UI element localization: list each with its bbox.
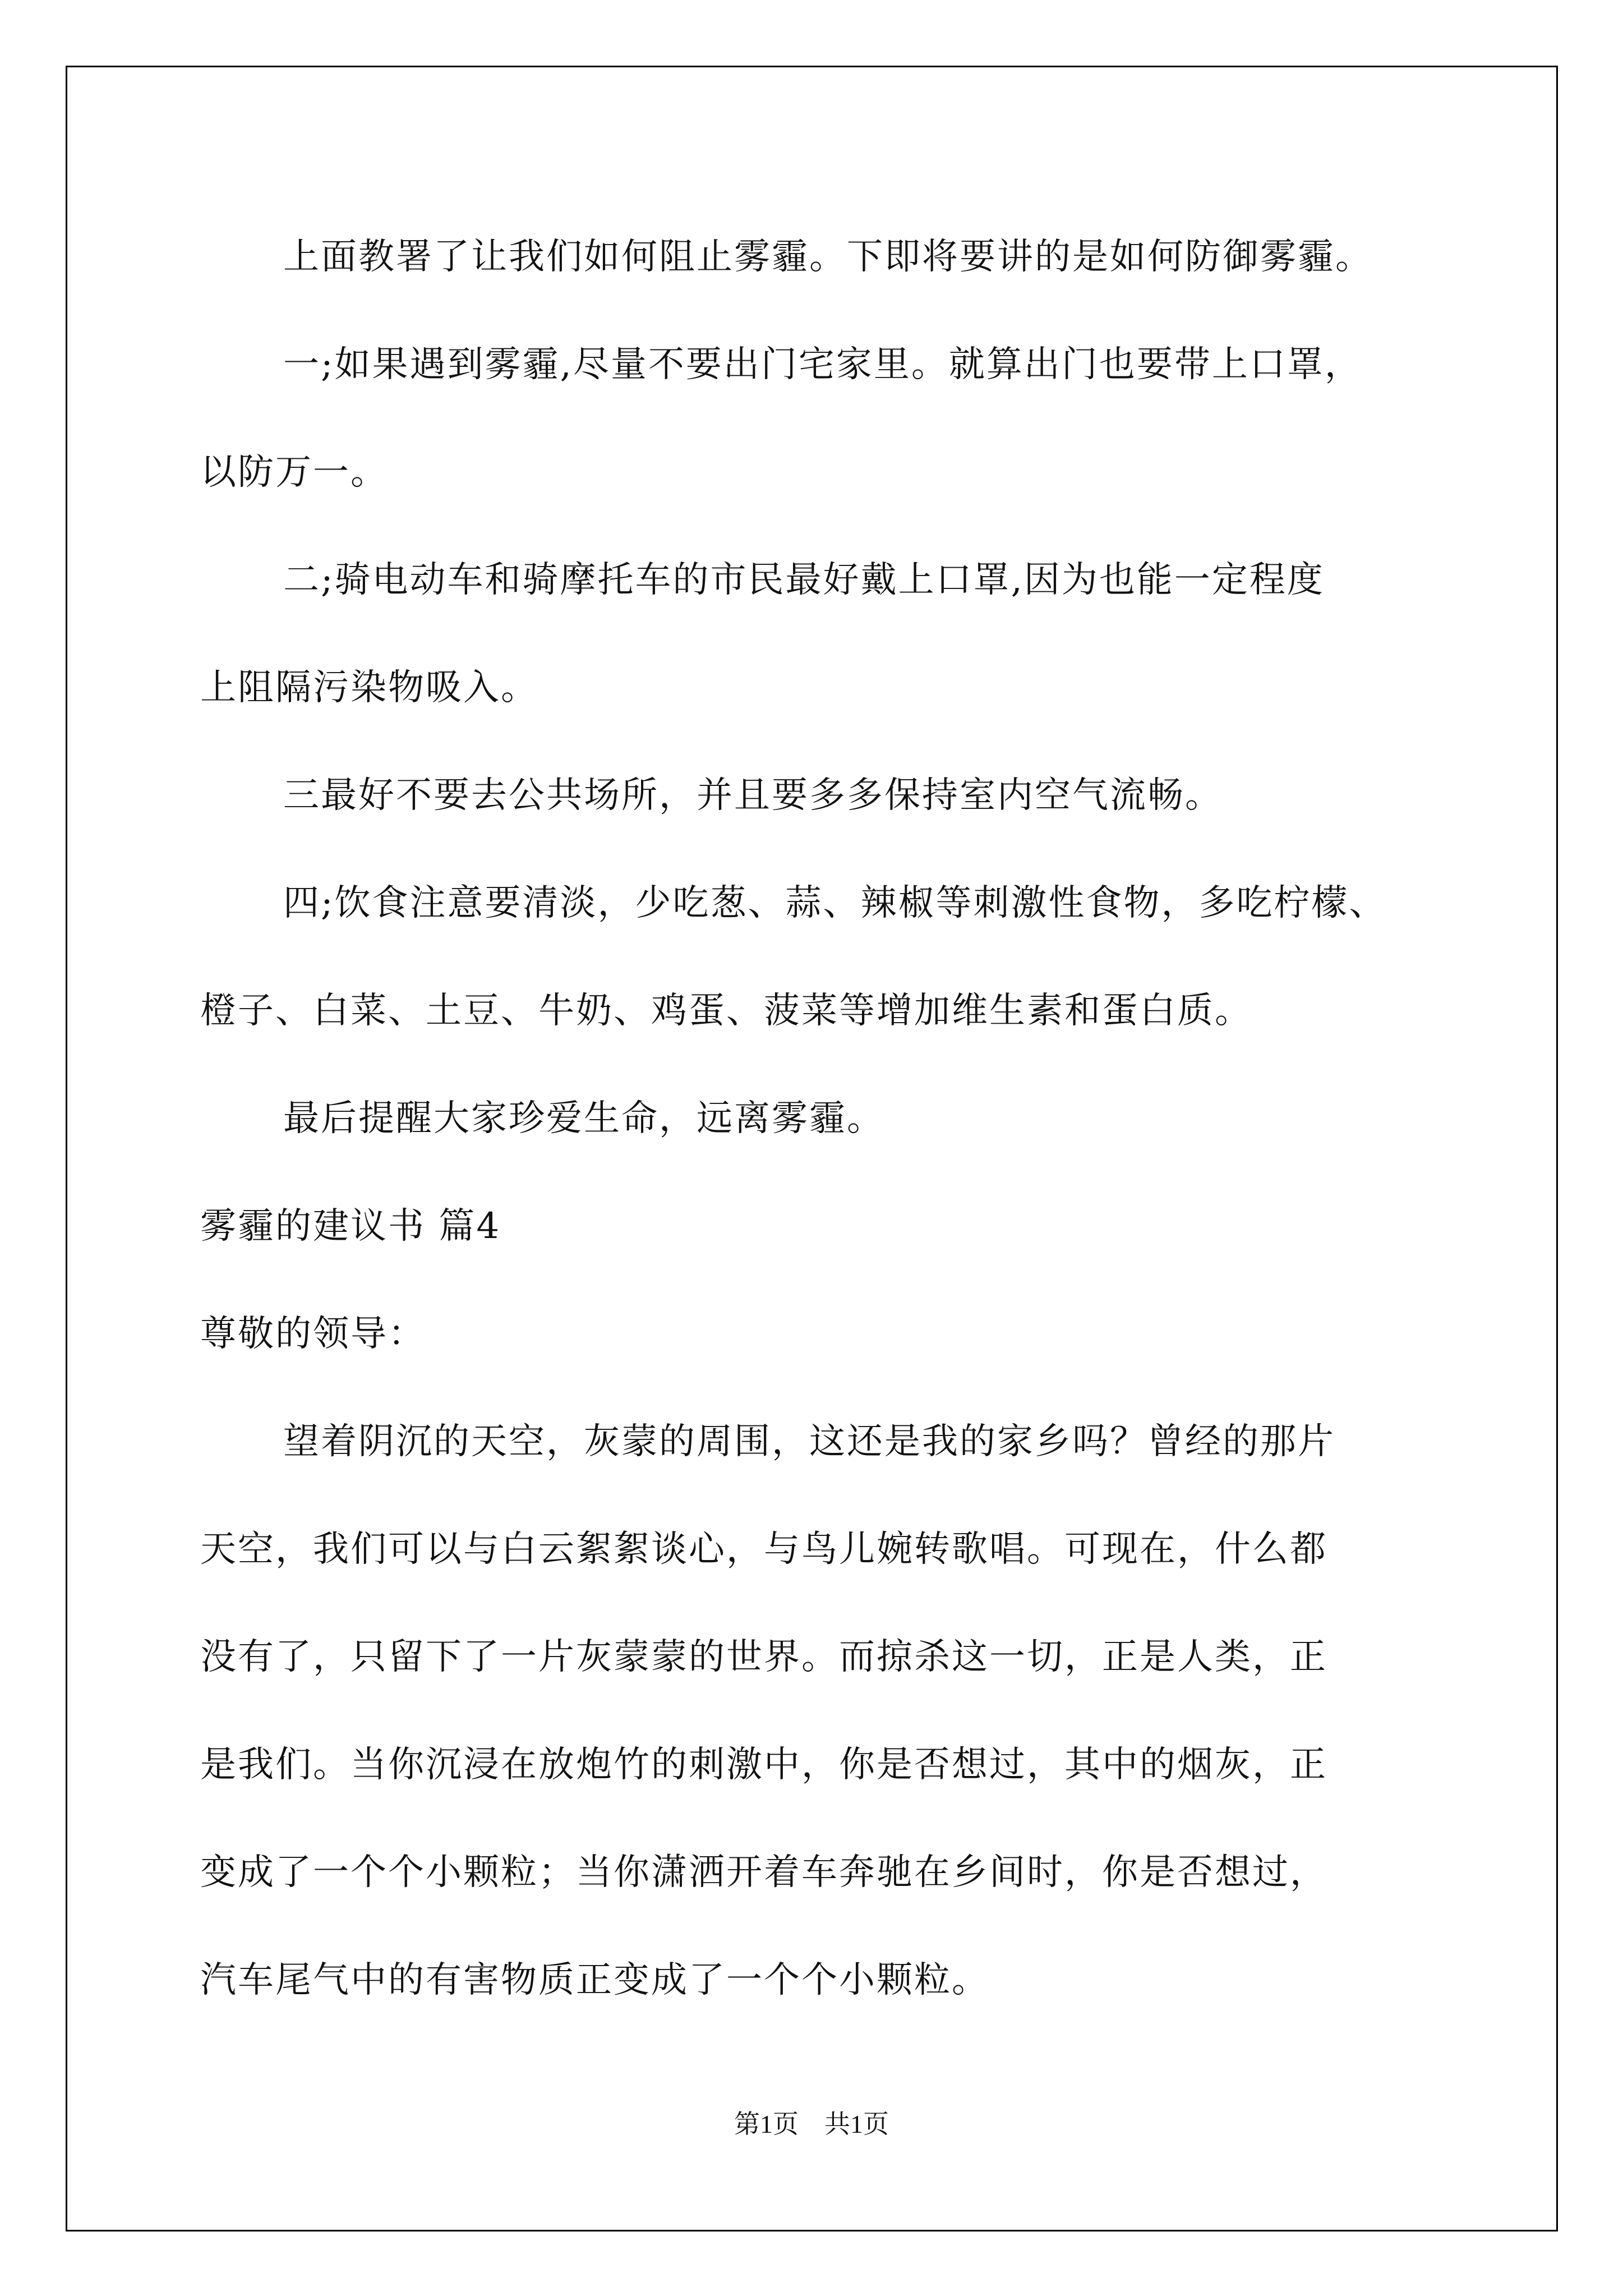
paragraph-line: 天空，我们可以与白云絮絮谈心，与鸟儿婉转歌唱。可现在，什么都	[200, 1529, 1327, 1570]
salutation: 尊敬的领导：	[200, 1313, 426, 1355]
paragraph-line: 一;如果遇到雾霾,尽量不要出门宅家里。就算出门也要带上口罩，	[283, 344, 1362, 385]
section-heading: 雾霾的建议书 篇4	[200, 1205, 501, 1247]
paragraph-line: 变成了一个个小颗粒；当你潇洒开着车奔驰在乡间时，你是否想过，	[200, 1852, 1327, 1893]
paragraph-line: 上阻隔污染物吸入。	[200, 667, 538, 708]
paragraph-line: 没有了，只留下了一片灰蒙蒙的世界。而掠杀这一切，正是人类，正	[200, 1636, 1327, 1678]
paragraph-line: 汽车尾气中的有害物质正变成了一个个小颗粒。	[200, 1959, 989, 2001]
paragraph-line: 橙子、白菜、土豆、牛奶、鸡蛋、菠菜等增加维生素和蛋白质。	[200, 990, 1252, 1032]
paragraph-line: 最后提醒大家珍爱生命，远离雾霾。	[283, 1098, 884, 1139]
paragraph-line: 三最好不要去公共场所，并且要多多保持室内空气流畅。	[283, 775, 1223, 816]
paragraph-line: 望着阴沉的天空，灰蒙的周围，这还是我的家乡吗？曾经的那片	[283, 1421, 1335, 1462]
paragraph-line: 二;骑电动车和骑摩托车的市民最好戴上口罩,因为也能一定程度	[283, 559, 1325, 601]
paragraph-line: 以防万一。	[200, 452, 388, 493]
paragraph-line: 上面教署了让我们如何阻止雾霾。下即将要讲的是如何防御雾霾。	[283, 236, 1373, 278]
paragraph-line: 是我们。当你沉浸在放炮竹的刺激中，你是否想过，其中的烟灰，正	[200, 1744, 1327, 1786]
page-footer: 第1页 共1页	[734, 2110, 889, 2138]
paragraph-line: 四;饮食注意要清淡，少吃葱、蒜、辣椒等刺激性食物，多吃柠檬、	[283, 882, 1387, 924]
